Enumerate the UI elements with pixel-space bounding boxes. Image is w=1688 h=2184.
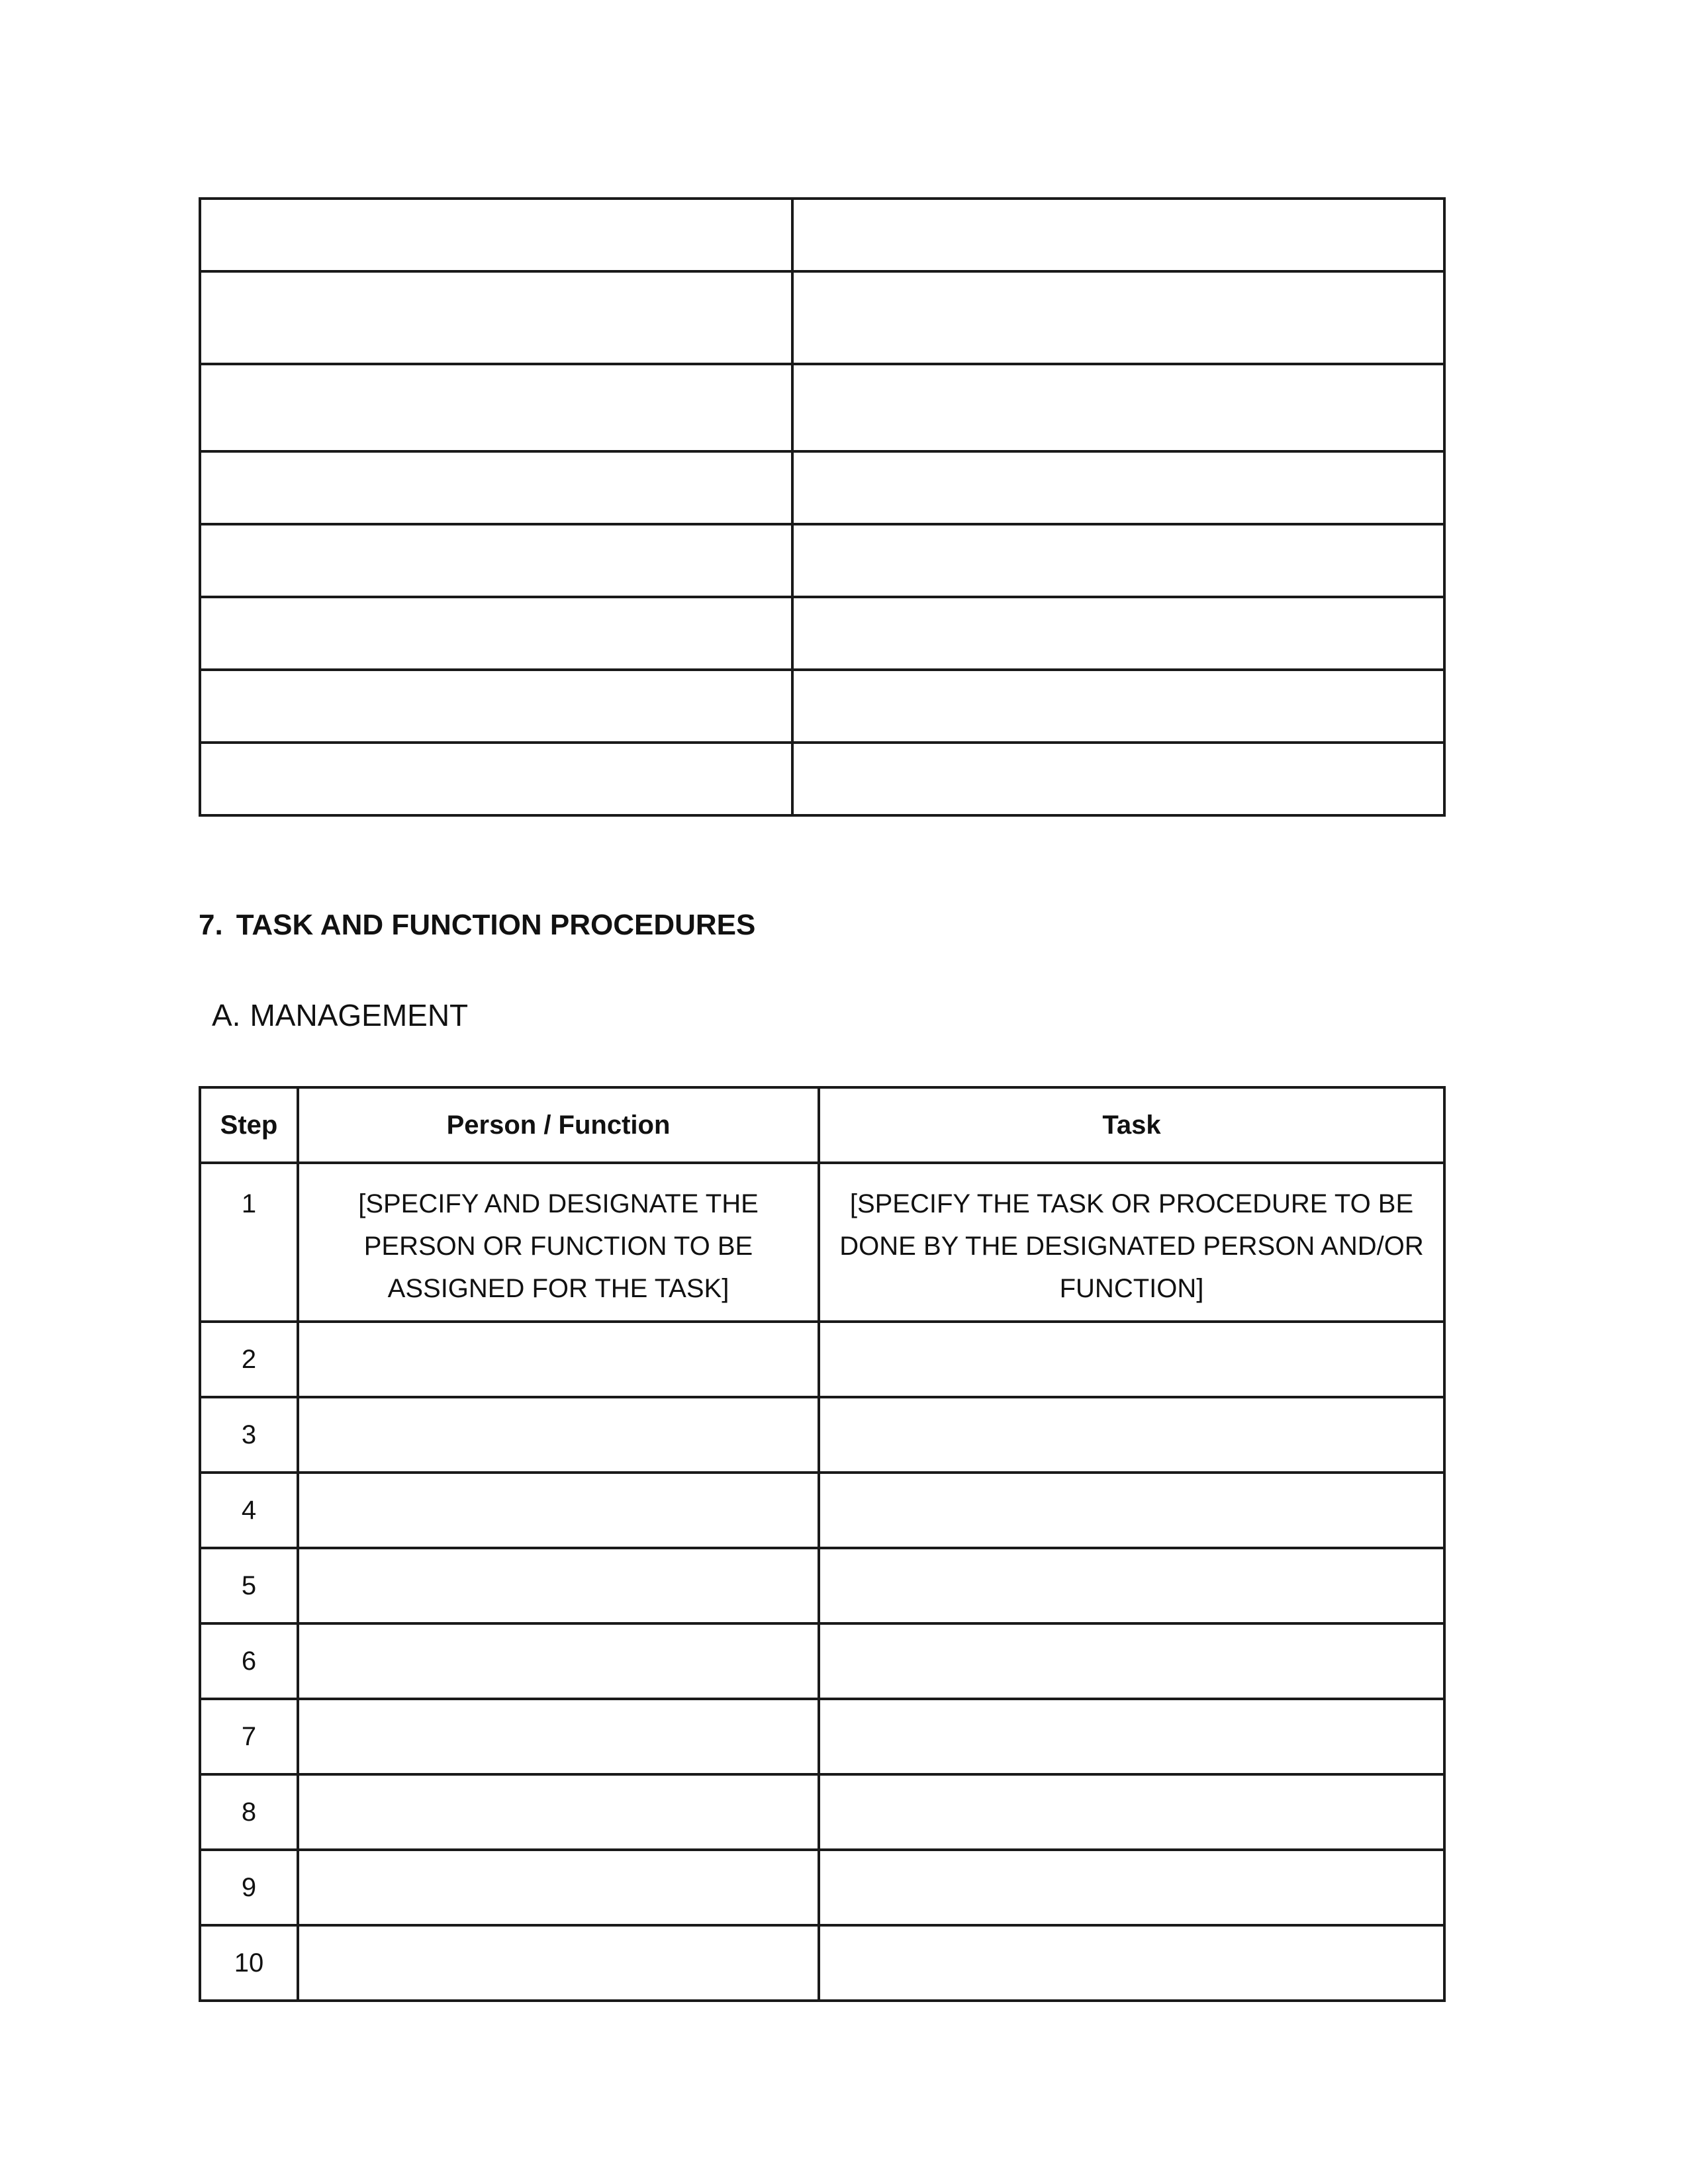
table-cell [200, 364, 792, 451]
person-cell [298, 1699, 819, 1774]
table-cell [792, 199, 1444, 271]
step-cell: 5 [200, 1548, 298, 1623]
person-cell [298, 1623, 819, 1699]
task-cell [819, 1774, 1444, 1850]
table-row [200, 451, 1444, 524]
top-table [199, 197, 1446, 817]
step-cell: 4 [200, 1473, 298, 1548]
table-row [200, 1322, 1444, 1397]
person-cell [298, 1397, 819, 1473]
table-row [200, 1163, 1444, 1322]
table-cell [200, 597, 792, 670]
table-row [200, 1699, 1444, 1774]
task-cell [819, 1623, 1444, 1699]
person-cell [298, 1925, 819, 2001]
table-row [200, 597, 1444, 670]
table-row [200, 1925, 1444, 2001]
column-header-task: Task [819, 1087, 1444, 1163]
column-header-step: Step [200, 1087, 298, 1163]
person-cell [298, 1850, 819, 1925]
person-cell [298, 1548, 819, 1623]
task-cell [819, 1548, 1444, 1623]
table-header-row [200, 1087, 1444, 1163]
table-row [200, 670, 1444, 743]
section-title: TASK AND FUNCTION PROCEDURES [236, 909, 756, 941]
table-row [200, 1850, 1444, 1925]
task-cell [819, 1699, 1444, 1774]
table-row [200, 271, 1444, 364]
step-cell: 1 [200, 1163, 298, 1322]
table-cell [200, 271, 792, 364]
table-cell [200, 524, 792, 597]
subsection-heading [212, 995, 468, 1035]
person-cell: [SPECIFY AND DESIGNATE THE PERSON OR FUNCTION TO BE ASSIGNED FOR THE TASK] [298, 1163, 819, 1322]
subsection-letter: A. [212, 998, 241, 1032]
person-cell [298, 1322, 819, 1397]
table-row [200, 1623, 1444, 1699]
person-cell [298, 1473, 819, 1548]
task-cell [819, 1322, 1444, 1397]
task-cell [819, 1473, 1444, 1548]
table-row [200, 524, 1444, 597]
table-cell [200, 451, 792, 524]
table-cell [792, 743, 1444, 815]
table-row [200, 199, 1444, 271]
step-cell: 8 [200, 1774, 298, 1850]
table-cell [200, 743, 792, 815]
step-cell: 3 [200, 1397, 298, 1473]
table-cell [792, 670, 1444, 743]
table-cell [792, 597, 1444, 670]
task-cell [819, 1397, 1444, 1473]
table-cell [792, 364, 1444, 451]
person-cell [298, 1774, 819, 1850]
step-cell: 2 [200, 1322, 298, 1397]
table-cell [200, 670, 792, 743]
step-cell: 7 [200, 1699, 298, 1774]
table-row [200, 1548, 1444, 1623]
step-cell: 10 [200, 1925, 298, 2001]
step-cell: 9 [200, 1850, 298, 1925]
task-cell: [SPECIFY THE TASK OR PROCEDURE TO BE DONE BY THE DESIGNATED PERSON AND/OR FUNCTION] [819, 1163, 1444, 1322]
table-cell [792, 451, 1444, 524]
table-row [200, 1774, 1444, 1850]
table-cell [792, 524, 1444, 597]
column-header-person: Person / Function [298, 1087, 819, 1163]
subsection-title: MANAGEMENT [250, 998, 469, 1032]
table-row [200, 364, 1444, 451]
table-row [200, 1473, 1444, 1548]
task-cell [819, 1850, 1444, 1925]
procedures-table [199, 1086, 1446, 2002]
step-cell: 6 [200, 1623, 298, 1699]
section-number: 7. [199, 909, 223, 941]
section-heading [199, 905, 755, 945]
table-cell [792, 271, 1444, 364]
table-row [200, 1397, 1444, 1473]
task-cell [819, 1925, 1444, 2001]
table-cell [200, 199, 792, 271]
table-row [200, 743, 1444, 815]
